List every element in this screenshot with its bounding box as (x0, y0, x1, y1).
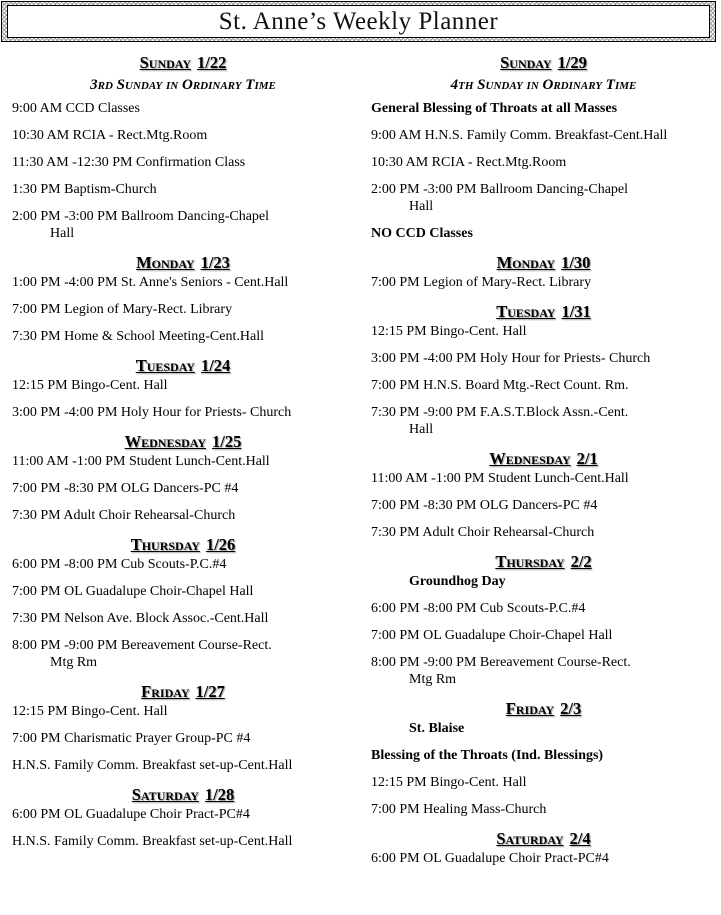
event-text: 3:00 PM -4:00 PM Holy Hour for Priests- Church (12, 405, 292, 420)
event-note (371, 573, 716, 590)
day-section-wednesday (371, 448, 716, 541)
day-name: Tuesday (135, 356, 195, 375)
day-date: 1/30 (561, 253, 591, 272)
event-entry (12, 583, 354, 600)
liturgical-note: 3rd Sunday in Ordinary Time (90, 77, 276, 93)
event-text: 7:00 PM Charismatic Prayer Group-PC #4 (12, 731, 251, 746)
event-note (371, 720, 716, 737)
event-text: 12:15 PM Bingo-Cent. Hall (12, 378, 168, 393)
event-entry (12, 637, 354, 671)
day-section-monday (371, 252, 716, 291)
day-section-sunday (12, 52, 354, 242)
day-heading-thursday (371, 551, 716, 573)
event-text: St. Blaise (409, 721, 465, 736)
event-text: 11:00 AM -1:00 PM Student Lunch-Cent.Hall (12, 454, 270, 469)
event-text: NO CCD Classes (371, 226, 473, 241)
event-text: 7:00 PM H.N.S. Board Mtg.-Rect Count. Rm. (371, 378, 629, 393)
event-entry (371, 181, 716, 215)
day-name: Wednesday (124, 432, 207, 451)
event-text: 8:00 PM -9:00 PM Bereavement Course-Rect. (371, 655, 631, 670)
event-entry (12, 453, 354, 470)
event-entry (12, 833, 354, 850)
day-heading-sunday (12, 52, 354, 74)
event-entry (371, 497, 716, 514)
event-text: 7:00 PM OL Guadalupe Choir-Chapel Hall (371, 628, 613, 643)
day-date: 2/3 (560, 699, 582, 718)
event-text: 6:00 PM -8:00 PM Cub Scouts-P.C.#4 (12, 557, 227, 572)
day-heading-thursday (12, 534, 354, 556)
event-entry (12, 404, 354, 421)
event-entry (371, 627, 716, 644)
event-entry (371, 404, 716, 438)
event-text: Hall (50, 226, 75, 241)
event-text: 7:00 PM OL Guadalupe Choir-Chapel Hall (12, 584, 254, 599)
event-entry (12, 703, 354, 720)
day-section-saturday (371, 828, 716, 867)
event-text: 7:00 PM Legion of Mary-Rect. Library (371, 275, 592, 290)
day-date: 2/2 (570, 552, 592, 571)
event-text: 2:00 PM -3:00 PM Ballroom Dancing-Chapel (12, 209, 270, 224)
event-text: 11:30 AM -12:30 PM Confirmation Class (12, 155, 246, 170)
event-text: H.N.S. Family Comm. Breakfast set-up-Cent.Hall (12, 758, 293, 773)
liturgical-note: 4th Sunday in Ordinary Time (450, 77, 637, 93)
event-text: 7:30 PM Nelson Ave. Block Assoc.-Cent.Hall (12, 611, 269, 626)
day-section-friday (371, 698, 716, 818)
event-entry (371, 774, 716, 791)
event-text: 10:30 AM RCIA - Rect.Mtg.Room (12, 128, 208, 143)
day-name: Monday (496, 253, 556, 272)
event-entry (371, 127, 716, 144)
day-heading-tuesday (12, 355, 354, 377)
day-heading-tuesday (371, 301, 716, 323)
event-entry (12, 208, 354, 242)
event-note (371, 225, 716, 242)
event-entry (12, 377, 354, 394)
day-section-thursday (12, 534, 354, 671)
event-note (371, 100, 716, 117)
event-entry (12, 154, 354, 171)
event-text: Mtg Rm (50, 655, 98, 670)
event-entry (12, 274, 354, 291)
left-column (12, 52, 354, 860)
event-entry (371, 377, 716, 394)
day-name: Wednesday (489, 449, 571, 468)
event-text: 9:00 AM CCD Classes (12, 101, 140, 116)
title-banner (1, 1, 716, 42)
event-entry (12, 757, 354, 774)
event-entry (371, 154, 716, 171)
event-text: Hall (409, 199, 434, 214)
day-section-monday (12, 252, 354, 345)
event-entry (12, 730, 354, 747)
event-entry (12, 181, 354, 198)
day-date: 2/4 (569, 829, 591, 848)
event-text: 12:15 PM Bingo-Cent. Hall (371, 324, 527, 339)
event-entry (371, 654, 716, 688)
day-date: 1/24 (200, 356, 231, 375)
event-entry (371, 524, 716, 541)
right-column (371, 52, 716, 877)
event-entry (12, 328, 354, 345)
event-text: 6:00 PM OL Guadalupe Choir Pract-PC#4 (371, 851, 609, 866)
event-text: H.N.S. Family Comm. Breakfast set-up-Cent.Hall (12, 834, 293, 849)
day-heading-wednesday (371, 448, 716, 470)
day-section-tuesday (371, 301, 716, 438)
event-entry (12, 610, 354, 627)
day-section-sunday (371, 52, 716, 242)
event-entry (12, 301, 354, 318)
event-entry (371, 850, 716, 867)
day-date: 1/27 (195, 682, 225, 701)
day-date: 1/28 (204, 785, 235, 804)
day-date: 1/26 (205, 535, 236, 554)
title-frame (7, 5, 710, 38)
event-entry (371, 470, 716, 487)
event-text: 3:00 PM -4:00 PM Holy Hour for Priests- Church (371, 351, 651, 366)
day-name: Thursday (495, 552, 565, 571)
day-date: 1/29 (557, 53, 587, 72)
event-text: 7:00 PM -8:30 PM OLG Dancers-PC #4 (371, 498, 598, 513)
day-name: Thursday (130, 535, 200, 554)
event-text: 7:30 PM Adult Choir Rehearsal-Church (12, 508, 236, 523)
event-text: Hall (409, 422, 434, 437)
day-date: 1/23 (200, 253, 230, 272)
day-heading-sunday (371, 52, 716, 74)
day-date: 1/25 (212, 432, 242, 451)
day-name: Sunday (500, 53, 552, 72)
event-entry (371, 323, 716, 340)
event-text: Blessing of the Throats (Ind. Blessings) (371, 748, 604, 763)
event-entry (371, 801, 716, 818)
event-text: 2:00 PM -3:00 PM Ballroom Dancing-Chapel (371, 182, 629, 197)
event-entry (12, 806, 354, 823)
event-text: 8:00 PM -9:00 PM Bereavement Course-Rect. (12, 638, 272, 653)
event-text: Mtg Rm (409, 672, 457, 687)
day-heading-monday (371, 252, 716, 274)
event-text: 1:30 PM Baptism-Church (12, 182, 157, 197)
event-text: 10:30 AM RCIA - Rect.Mtg.Room (371, 155, 567, 170)
day-heading-saturday (371, 828, 716, 850)
day-section-friday (12, 681, 354, 774)
day-heading-monday (12, 252, 354, 274)
event-text: 6:00 PM OL Guadalupe Choir Pract-PC#4 (12, 807, 250, 822)
day-section-thursday (371, 551, 716, 688)
event-entry (371, 274, 716, 291)
event-note (371, 747, 716, 764)
day-name: Saturday (131, 785, 199, 804)
day-name: Monday (136, 253, 195, 272)
event-text: 6:00 PM -8:00 PM Cub Scouts-P.C.#4 (371, 601, 586, 616)
day-date: 1/31 (561, 302, 591, 321)
event-entry (371, 600, 716, 617)
day-name: Sunday (139, 53, 192, 72)
event-entry (12, 127, 354, 144)
day-name: Friday (505, 699, 555, 718)
event-entry (371, 350, 716, 367)
day-name: Friday (141, 682, 190, 701)
event-text: 12:15 PM Bingo-Cent. Hall (12, 704, 168, 719)
event-text: 9:00 AM H.N.S. Family Comm. Breakfast-Cent.Hall (371, 128, 668, 143)
day-heading-friday (12, 681, 354, 703)
event-entry (12, 100, 354, 117)
event-text: 7:30 PM Adult Choir Rehearsal-Church (371, 525, 595, 540)
event-text: 7:00 PM Legion of Mary-Rect. Library (12, 302, 233, 317)
day-heading-saturday (12, 784, 354, 806)
day-section-saturday (12, 784, 354, 850)
day-heading-friday (371, 698, 716, 720)
event-text: 7:30 PM Home & School Meeting-Cent.Hall (12, 329, 264, 344)
day-name: Saturday (496, 829, 564, 848)
event-text: 7:00 PM Healing Mass-Church (371, 802, 547, 817)
day-section-tuesday (12, 355, 354, 421)
day-date: 1/22 (197, 53, 227, 72)
day-section-wednesday (12, 431, 354, 524)
event-entry (12, 507, 354, 524)
day-heading-wednesday (12, 431, 354, 453)
event-text: General Blessing of Throats at all Masses (371, 101, 618, 116)
event-entry (12, 480, 354, 497)
event-text: 11:00 AM -1:00 PM Student Lunch-Cent.Hall (371, 471, 629, 486)
event-text: 12:15 PM Bingo-Cent. Hall (371, 775, 527, 790)
day-date: 2/1 (576, 449, 598, 468)
event-text: 7:00 PM -8:30 PM OLG Dancers-PC #4 (12, 481, 239, 496)
day-name: Tuesday (496, 302, 556, 321)
event-text: 7:30 PM -9:00 PM F.A.S.T.Block Assn.-Cent. (371, 405, 629, 420)
event-text: Groundhog Day (409, 574, 506, 589)
page-title: St. Anne’s Weekly Planner (218, 7, 499, 35)
event-entry (12, 556, 354, 573)
event-text: 1:00 PM -4:00 PM St. Anne's Seniors - Cent.Hall (12, 275, 289, 290)
